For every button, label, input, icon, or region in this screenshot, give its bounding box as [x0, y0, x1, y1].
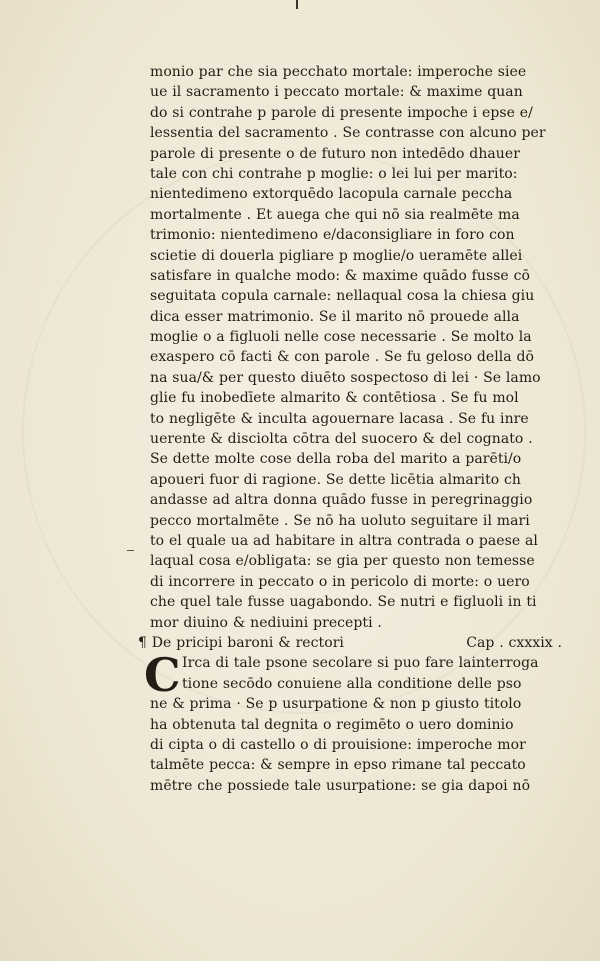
initial-lines [150, 653, 562, 694]
text-line: tione secōdo conuiene alla conditione delle pso [182, 675, 522, 692]
text-line: Irca di tale psone secolare si puo fare lainterroga [182, 655, 539, 672]
after-lines [150, 694, 562, 796]
text-line: to el quale ua ad habitare in altra contrada o paese al [150, 532, 538, 549]
text-line: to negligēte & inculta agouernare lacasa . Se fu inre [150, 410, 529, 427]
drop-cap-initial: C [144, 648, 181, 703]
text-line: scietie di douerla pigliare p moglie/o ueramēte allei [150, 247, 523, 264]
text-line: dica esser matrimonio. Se il marito nō prouede alla [150, 308, 520, 325]
text-line: monio par che sia pecchato mortale: imperoche siee [150, 64, 527, 80]
text-line: mor diuino & nediuini precepti . [150, 614, 382, 631]
text-line: parole di presente o de futuro non intedēdo dhauer [150, 145, 520, 162]
text-line: apoueri fuor di ragione. Se dette licētia almarito ch [150, 471, 521, 488]
text-line: Se dette molte cose della roba del marito a parēti/o [150, 451, 522, 468]
text-line: exaspero cō facti & con parole . Se fu geloso della dō [150, 349, 534, 366]
chapter-number: Cap . cxxxix . [466, 634, 562, 651]
text-line: seguitata copula carnale: nellaqual cosa la chiesa giu [150, 288, 535, 305]
margin-mark [127, 550, 134, 551]
text-line: ne & prima · Se p usurpatione & non p giusto titolo [150, 696, 522, 713]
text-line: lessentia del sacramento . Se contrasse con alcuno per [150, 125, 546, 142]
text-line: di incorrere in peccato o in pericolo di morte: o uero [150, 573, 530, 590]
text-line: nientedimeno extorquēdo lacopula carnale peccha [150, 186, 513, 203]
text-line: andasse ad altra donna quādo fusse in peregrinaggio [150, 492, 533, 509]
text-line: glie fu inobedīete almarito & contētiosa . Se fu mol [150, 390, 519, 407]
text-block [138, 62, 562, 796]
text-line: na sua/& per questo diuēto sospectoso di lei · Se lamo [150, 369, 541, 386]
text-line: mētre che possiede tale usurpatione: se gia dapoi nō [150, 777, 531, 794]
text-line: trimonio: nientedimeno e/daconsigliare in foro con [150, 227, 515, 244]
text-line: do si contrahe p parole di presente impoche i epse e/ [150, 104, 533, 121]
text-line: di cipta o di castello o di prouisione: imperoche mor [150, 736, 526, 753]
paragraph-mark: ¶ [138, 634, 147, 651]
text-line: che quel tale fusse uagabondo. Se nutri e figluoli in ti [150, 594, 537, 611]
body-lines [150, 62, 562, 633]
chapter-title: De pricipi baroni & rectori [151, 634, 344, 651]
top-edge-mark [296, 0, 298, 9]
chapter-opening [144, 648, 562, 703]
text-line: ue il sacramento i peccato mortale: & maxime quan [150, 84, 523, 101]
text-line: laqual cosa e/obligata: se gia per questo non temesse [150, 553, 535, 570]
text-line: tale con chi contrahe p moglie: o lei lui per marito: [150, 165, 518, 182]
text-line: moglie o a figluoli nelle cose necessarie . Se molto la [150, 329, 532, 346]
chapter-heading [138, 633, 562, 653]
text-line: ha obtenuta tal degnita o regimēto o uero dominio [150, 716, 514, 733]
text-line: uerente & disciolta cōtra del suocero & del cognato . [150, 431, 533, 448]
text-line: pecco mortalmēte . Se nō ha uoluto seguitare il mari [150, 512, 530, 529]
text-line: mortalmente . Et auega che qui nō sia realmēte ma [150, 206, 520, 223]
text-line: talmēte pecca: & sempre in epso rimane tal peccato [150, 757, 526, 774]
text-line: satisfare in qualche modo: & maxime quādo fusse cō [150, 267, 530, 284]
